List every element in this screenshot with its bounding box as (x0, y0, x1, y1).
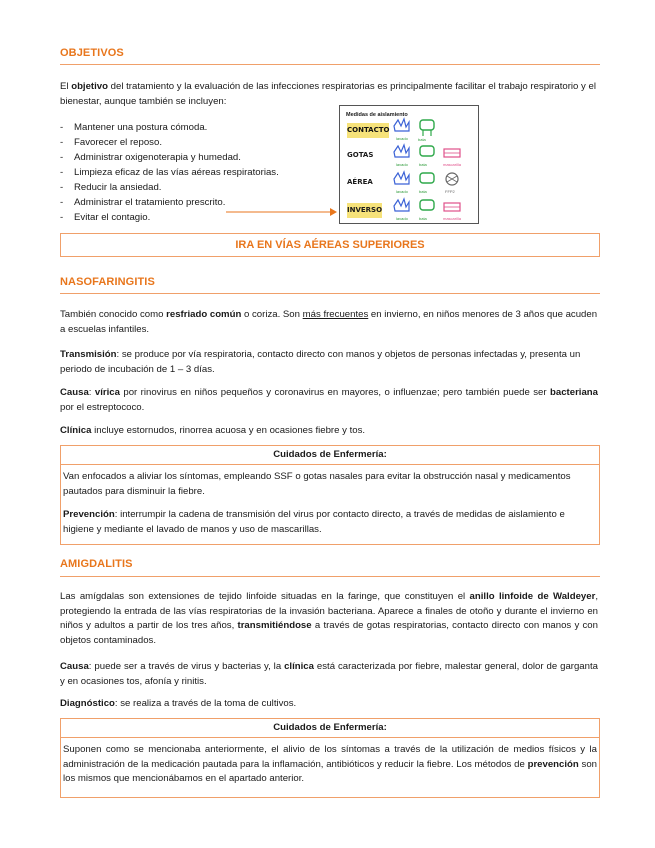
amigdalitis-diagnostico: Diagnóstico: se realiza a través de la toma de cultivos. (60, 698, 297, 709)
svg-text:FFP2: FFP2 (445, 189, 455, 194)
svg-text:lavado: lavado (396, 216, 408, 221)
nasofaringitis-cuidados-box (60, 445, 600, 545)
list-item: - Limpieza eficaz de las vías aéreas respiratorias. (60, 165, 340, 180)
nasofaringitis-clinica: Clínica incluye estornudos, rinorrea acuosa y en ocasiones fiebre y tos. (60, 425, 366, 436)
svg-text:mascarilla: mascarilla (443, 216, 462, 221)
arrow-right-icon (226, 206, 338, 218)
svg-text:bata: bata (419, 189, 427, 194)
list-item: - Administrar el tratamiento prescrito. (60, 195, 340, 210)
svg-text:lavado: lavado (396, 189, 408, 194)
nasofaringitis-p1: También conocido como resfriado común o coriza. Son más frecuentes en invierno, en niños menores de 3 años que acuden a escuelas infantiles. (60, 309, 598, 335)
svg-text:lavado: lavado (396, 162, 408, 167)
section-banner: IRA EN VÍAS AÉREAS SUPERIORES (60, 233, 600, 257)
svg-text:bata: bata (419, 216, 427, 221)
svg-text:bata: bata (419, 162, 427, 167)
list-item: - Reducir la ansiedad. (60, 180, 340, 195)
isolation-pictograms-icon (388, 116, 476, 222)
nasofaringitis-rule (60, 293, 600, 294)
nasofaringitis-causa: Causa: vírica por rinovirus en niños pequeños y coronavirus en mayores, o influenzae; pero también puede ser bacteriana por el estreptococo. (60, 387, 599, 413)
nasofaringitis-heading: NASOFARINGITIS (60, 276, 155, 288)
amigdalitis-rule (60, 576, 600, 577)
list-item: - Administrar oxigenoterapia y humedad. (60, 150, 340, 165)
figure-title: Medidas de aislamiento (346, 112, 408, 118)
prevencion-text: Prevención: interrumpir la cadena de transmisión del virus por contacto directo, a través de medidas de aislamiento e higiene y mediante el lavado de manos y uso de mascarillas. (63, 509, 565, 535)
cuidados-title: Cuidados de Enfermería: (61, 719, 599, 738)
objetivos-rule (60, 64, 600, 65)
objetivos-intro: El objetivo del tratamiento y la evaluación de las infecciones respiratorias es principalmente facilitar el trabajo respiratorio y el bienestar, aunque también se incluyen: (60, 81, 596, 107)
list-item: - Evitar el contagio. (60, 210, 340, 225)
figure-label-inverso: INVERSO (347, 203, 382, 218)
svg-text:bata: bata (418, 137, 426, 142)
isolation-measures-figure (339, 105, 479, 224)
amigdalitis-cuidados-box (60, 718, 600, 798)
nasofaringitis-transmision: Transmisión: se produce por vía respiratoria, contacto directo con manos y objetos de personas infectadas y, presenta un periodo de incubación de 1 – 3 días. (60, 349, 581, 375)
amigdalitis-p1: Las amígdalas son extensiones de tejido linfoide situadas en la faringe, que constituyen el anillo linfoide de Waldeyer, protegiendo la entrada de las vías respiratorias de la invasión bacteriana. Aparece a finales de otoño y durante el invierno en niños y adultos a partir de los tres años, transmitiéndose a través de gotas respiratorias, contacto directo con manos y con objetos contaminados. (60, 591, 598, 646)
svg-text:lavado: lavado (396, 136, 408, 141)
figure-label-gotas: GOTAS (347, 151, 374, 159)
amigdalitis-causa: Causa: puede ser a través de virus y bacterias y, la clínica está caracterizada por fiebre, malestar general, dolor de garganta y en ocasiones tos, afonía y rinitis. (60, 661, 598, 687)
list-item: - Favorecer el reposo. (60, 135, 340, 150)
figure-label-aerea: AÉREA (347, 178, 373, 186)
cuidados-text: Suponen como se mencionaba anteriormente, el alivio de los síntomas a través de la utilización de medios físicos y la administración de la medicación pautada para la inflamación, antibióticos y reducir la fiebre. Los métodos de prevención son los mismos que mencionábamos en el apartado anterior. (63, 744, 598, 784)
cuidados-title: Cuidados de Enfermería: (61, 446, 599, 465)
cuidados-text: Van enfocados a aliviar los síntomas, empleando SSF o gotas nasales para evitar la obstrucción nasal y medicamentos pautados para disminuir la fiebre. (63, 471, 571, 497)
list-item: - Mantener una postura cómoda. (60, 120, 340, 135)
svg-text:mascarilla: mascarilla (443, 162, 462, 167)
objetivos-heading: OBJETIVOS (60, 47, 124, 59)
figure-label-contacto: CONTACTO (347, 123, 389, 138)
amigdalitis-heading: AMIGDALITIS (60, 558, 133, 570)
